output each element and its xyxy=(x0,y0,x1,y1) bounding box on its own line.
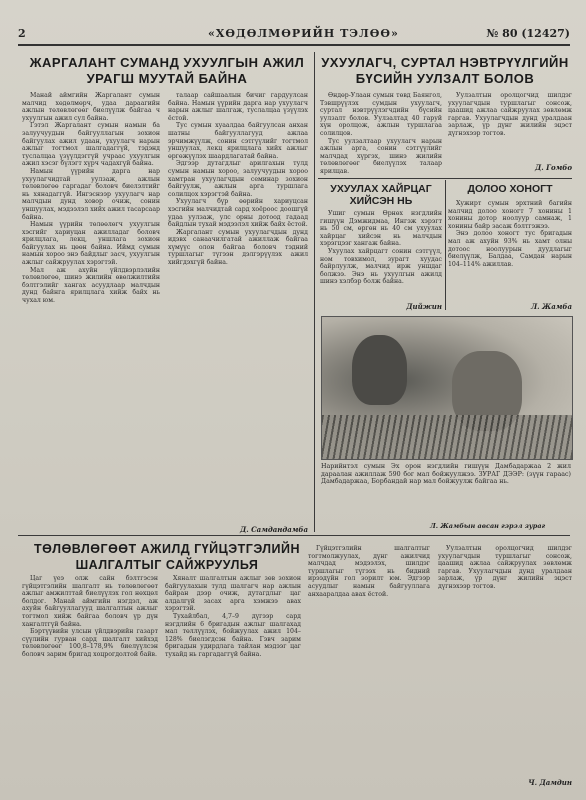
article-paragraph: Бэртүүвийн улсын үйлдвэрийн газарт сүүлийн гурван сард шалгалт хийхэд төлөвлөгөөг 100,8–178,9% биелүүлсэн боловч зарим бригад хоцрогдолтой байв. xyxy=(22,628,158,658)
article-column xyxy=(448,92,572,162)
article-paragraph: Ушиг сумын Өрнөх нэгдлийн гишүүн Дэмжидмаа, Ингэж хэрэгт нь 50 см, өргөн нь 40 см ухуулах хайрцаг хийсэн нь малчдын хэрэгцээг хангаж байна. xyxy=(320,210,442,248)
article-paragraph: Энэ долоо хоногт тус бригадын мал аж ахуйн 93% нь хамт олны дотоос ноолуурын дуудлагыг биелүүлж, Балдаа, Самдан нарын 104–114% ажиллав. xyxy=(448,230,572,268)
article-paragraph: Ухуулах хайрцагт сонин сэтгүүл, ном товхимол, зурагт хуудас байрлуулж, малчид ирж уншдаг болжээ. Энэ нь ухуулгын ажилд шинэ хэлбэр болж байна. xyxy=(320,247,442,286)
article-headline: ТӨЛӨВЛӨГӨӨТ АЖИЛД ГҮЙЦЭТГЭЛИЙН ШАЛГАЛТЫГ САЙЖРУУЛЬЯ xyxy=(33,542,301,572)
article-paragraph: Намын үүрийн төлөөлөгч ухуулгын хэсгийг хариуцан ажилладаг боловч ярилцлага, лекц, уншлага зохион байгуулах нь цөөн байна. Иймд сумын намын хороо энэ байдлыг засч, ухуулгын ажлыг сайжруулах хэрэгтэй. xyxy=(22,221,160,267)
article-headline: ЖАРГАЛАНТ СУМАНД УХУУЛГЫН АЖИЛ УРАГШ МУУТАЙ БАЙНА xyxy=(29,55,305,86)
article-paragraph: Мал аж ахуйн үйлдвэрлэлийн төлөвлөгөө, шинэ жилийн өвөлжилтийн бэлтгэлийг хангах асуудлаар малчдын дунд байнга ярилцлага хийж байх нь чухал юм. xyxy=(22,266,160,305)
article-paragraph: Гэтэл Жаргалант сумын намын ба залуучуудын байгууллагын зохион байгуулах ажил удаан, ухуулагч нарын ажлыг тогтмол шалгадаггүй, тэдэнд туслалцаа үзүүлдэггүй учраас ухуулгын ажил хэсэг бүлэгт хүрч чадахгүй байна. xyxy=(22,122,160,168)
article-headline: УХУУЛАГЧ, СУРТАЛ НЭВТРҮҮЛГИЙН БҮСИЙН УУЛЗАЛТ БОЛОВ xyxy=(321,55,569,86)
column-divider xyxy=(445,180,446,310)
article-paragraph: Намын үүрийн дарга нар ухуулагчидтай уулзаж, ажлын төлөвлөгөө гаргадаг боловч биелэлтийг нь хянадаггүй. Ингэснээр ухуулагч нар малчдын дунд ховор очиж, сонин уншуулах, мэдээлэл хийх ажил тасарсаар байна. xyxy=(22,167,160,221)
article-paragraph: Хяналт шалгалтын ажлыг зөв зохион байгуулахын тулд шалгагч нар ажлын байран дээр очиж, дутагдлыг цаг алдалгүй засах арга хэмжээ авах хэрэгтэй. xyxy=(165,575,301,613)
article-paragraph: Тухайлбал, 4,7–9 дүгээр сард нэгдлийн 6 бригадын ажлыг шалгахад мал төллүүлэх, бойжуулах ажил 104–128% биелэгдсэн байна. Гэвч зарим бригадын удирдлага тайлан мэдээг цаг тухайд нь гаргадаггүй байна. xyxy=(165,612,301,658)
article-headline: ДОЛОО ХОНОГТ xyxy=(467,183,553,195)
article-column xyxy=(320,92,442,175)
article-photo xyxy=(321,316,573,460)
article-column xyxy=(438,545,572,775)
photo-caption: Нарийнтэл сумын Эх орон нэгдлийн гишүүн Дамбадаржаа 2 жил дараалан ажиллаж 590 бог мал бойжуулжээ. ЗУРАГ ДЭЭР: (зүүн гараас) Дамбадаржаа, Борбандай нар мал бойжуулж байгаа нь. xyxy=(321,463,571,486)
article-signature: Д. Самдандамба xyxy=(239,525,308,534)
article-paragraph: Уулзалтын оролцогчид шилдэг ухуулагчдын туршлагыг сонсож, цаашид ажлаа сайжруулах зөвлөмж гаргав. Ухуулагчдын дунд уралдаан зарлаж, үр дүнг жилийн эцэст дүгнэхээр тогтов. xyxy=(448,92,572,137)
newspaper-name: «ХӨДӨЛМӨРИЙН ТЭЛӨӨ» xyxy=(208,27,399,40)
article-column xyxy=(308,545,430,775)
article-signature: Л. Жамба xyxy=(530,302,572,311)
article-paragraph: Уулзалтын оролцогчид шилдэг ухуулагчдын туршлагыг сонсож, цаашид ажлаа сайжруулах зөвлөмж гаргав. Ухуулагчдын дунд уралдаан зарлаж, үр дүнг жилийн эцэст дүгнэхээр тогтов. xyxy=(438,545,572,590)
article-signature: Д. Гомбо xyxy=(535,163,572,172)
article-paragraph: Манай аймгийн Жаргалант сумын малчид хөдөлмөрч, удаа дараагийн ажлын төлөвлөгөөг биелүүлж байгаа ч ухуулгын ажил сул байна. xyxy=(22,92,160,122)
article-signature: Дийжин xyxy=(406,302,442,311)
masthead xyxy=(18,26,570,46)
page-number: 2 xyxy=(18,27,26,40)
article-paragraph: Жаргалант сумын ухуулагчдын дунд идэвх санаачилгатай ажиллаж байгаа хүмүүс олон байгаа боловч тэдний туршлагыг түгээн дэлгэрүүлэх ажил хийгдэхгүй байна. xyxy=(168,228,308,267)
article-column xyxy=(22,575,158,775)
section-divider xyxy=(318,178,572,179)
article-paragraph: Гүйцэтгэлийн шалгалтыг тогтмолжуулах, дүнг ажилчид малчдад мэдээлэх, шилдэг туршлагыг түгээх нь бидний ирээдүйн гол зорилт юм. Эдгээр асуудлыг намын байгууллага анхааралдаа авах ёстой. xyxy=(308,545,430,598)
article-headline: УХУУЛАХ ХАЙРЦАГ ХИЙСЭН НЬ xyxy=(330,183,432,207)
photo-figure xyxy=(352,335,407,405)
article-paragraph: Өндөр-Улаан сумын төвд Баянгол, Тэвшрүүлэх сумдын ухуулагч, суртал нэвтрүүлэгчдийн бүсийн уулзалт болов. Уулзалтад 40 гаруй хүн оролцож, ажлын туршлагаа солилцов. xyxy=(320,92,442,137)
article-signature: Ч. Дамдин xyxy=(528,778,572,787)
article-paragraph: талаар сайшаалын бичиг гардуулсан байна. Намын үүрийн дарга нар ухуулагч нарын ажлыг шалгаж, туслалцаа үзүүлэх ёстой. xyxy=(168,92,308,122)
article-paragraph: Хужирт сумын эрхтний багийн малчид долоо хоногт 7 хонины 1 хонины дотор ноолуур самнаж, 1 хонины байр засаж бэлтгэжээ. xyxy=(448,200,572,230)
article-column xyxy=(22,92,160,522)
issue-number: № 80 (12427) xyxy=(486,27,570,40)
article-paragraph: Цаг үеэ олж сайн бэлтгэсэн гүйцэтгэлийн шалгалт нь төлөвлөгөөт ажлыг амжилттай биелүүлэх гол нөхцөл болдог. Манай аймгийн нэгдэл, аж ахуйн байгууллагууд шалгалтын ажлыг тогтмол хийж байгаа боловч үр дүн хангалтгүй байна. xyxy=(22,575,158,628)
article-column xyxy=(165,575,301,775)
photo-plants xyxy=(322,415,572,459)
photo-credit: Л. Жамбын авсан гэрэл зураг xyxy=(430,522,546,530)
section-divider xyxy=(18,535,570,536)
article-paragraph: Эдгээр дутагдлыг арилгахын тулд сумын намын хороо, залуучуудын хороо хамтран ухуулагчдын семинар зохион байгуулж, ажлын арга туршлага солилцох хэрэгтэй байна. xyxy=(168,160,308,198)
article-paragraph: Ухуулагч бүр өөрийн хариуцсан хэсгийн малчидтай сард хоёроос доошгүй удаа уулзаж, улс орны дотоод гадаад байдлын тухай мэдээлэл хийж байх ёстой. xyxy=(168,198,308,229)
column-divider xyxy=(314,52,315,532)
article-column xyxy=(168,92,308,522)
article-paragraph: Тус уулзалтаар ухуулагч нарын ажлын арга, сонин сэтгүүлийг малчдад хүргэх, шинэ жилийн төлөвлөгөөг биелүүлэх талаар ярилцав. xyxy=(320,137,442,175)
article-column xyxy=(320,210,442,302)
article-column xyxy=(448,200,572,302)
article-paragraph: Тус сумын хуаалдаа байгуулсан анхан шатны байгууллагууд ажлаа эрчимжүүлж, сонин сэтгүүлийг тогтмол уншуулах, лекц ярилцлага хийх ажлыг өргөжүүлэх шаардлагатай байна. xyxy=(168,122,308,160)
